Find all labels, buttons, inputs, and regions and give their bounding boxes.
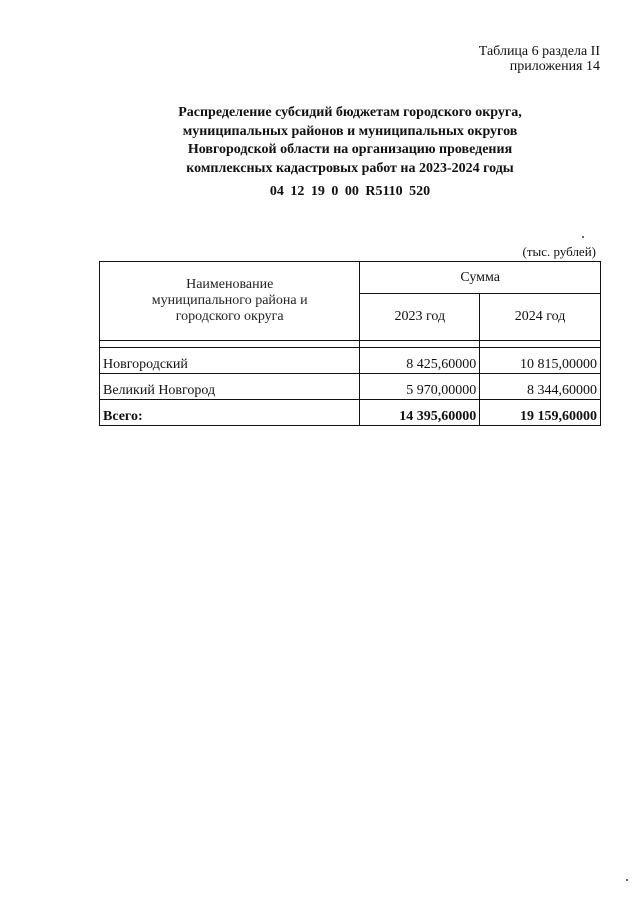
header-year-2023: 2023 год [360, 294, 480, 341]
title-line: комплексных кадастровых работ на 2023-2024 годы [186, 160, 514, 176]
row-name: Новгородский [100, 348, 360, 374]
row-name: Великий Новгород [100, 374, 360, 400]
table-row [100, 348, 601, 374]
table-total-row [100, 400, 601, 426]
scan-speck [626, 879, 628, 881]
total-value-2024: 19 159,60000 [480, 400, 601, 426]
spacer-cell [100, 341, 360, 348]
header-name-line: муниципального района и [151, 293, 308, 308]
spacer-cell [480, 341, 601, 348]
title-line: Распределение субсидий бюджетам городского округа, [178, 105, 522, 120]
total-value-2023: 14 395,60000 [360, 400, 480, 426]
row-value-2024: 10 815,00000 [480, 348, 601, 374]
table-spacer-row [100, 341, 601, 348]
table-row [100, 374, 601, 400]
total-name: Всего: [100, 400, 360, 426]
row-value-2024: 8 344,60000 [480, 374, 601, 400]
units-label: (тыс. рублей) [522, 244, 596, 259]
header-sum-cell: Сумма [360, 262, 601, 294]
row-value-2023: 8 425,60000 [360, 348, 480, 374]
title-line: Новгородской области на организацию проведения [187, 142, 513, 157]
header-name-cell [100, 262, 360, 341]
header-name-line: городского округа [175, 309, 284, 324]
row-value-2023: 5 970,00000 [360, 374, 480, 400]
spacer-cell [360, 341, 480, 348]
subsidy-table [99, 261, 601, 426]
budget-code: 04 12 19 0 00 R5110 520 [269, 184, 431, 199]
table-reference [479, 44, 600, 74]
reference-line: приложения 14 [509, 59, 600, 74]
scan-speck [582, 236, 584, 238]
table-header-row [100, 262, 601, 294]
document-title [100, 104, 600, 178]
title-line: муниципальных районов и муниципальных округов [182, 123, 518, 139]
header-year-2024: 2024 год [480, 294, 601, 341]
header-name-line: Наименование [186, 277, 274, 292]
reference-line: Таблица 6 раздела II [478, 44, 600, 59]
